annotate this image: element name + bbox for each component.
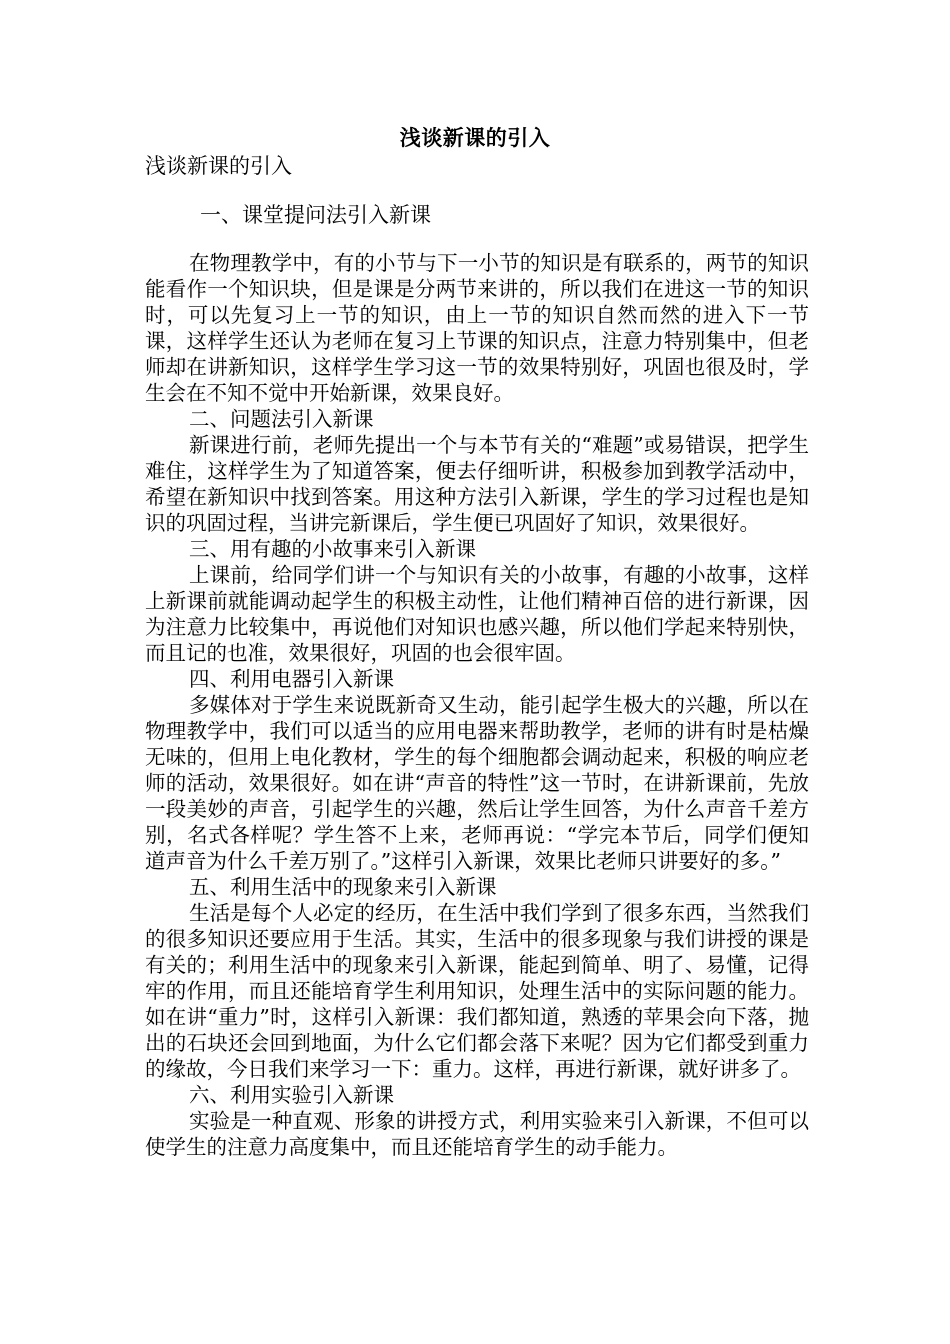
section-heading-1: 一、课堂提问法引入新课 bbox=[200, 203, 431, 227]
document-title: 浅谈新课的引入 bbox=[399, 125, 551, 150]
document-subtitle: 浅谈新课的引入 bbox=[145, 154, 292, 178]
section-paragraph-6: 实验是一种直观、形象的讲授方式，利用实验来引入新课，不但可以使学生的注意力高度集中，而且还能培育学生的动手能力。 bbox=[145, 1109, 809, 1159]
section-heading-4: 四、利用电器引入新课 bbox=[189, 667, 394, 691]
section-heading-6: 六、利用实验引入新课 bbox=[189, 1083, 394, 1107]
section-heading-2: 二、问题法引入新课 bbox=[189, 407, 374, 431]
section-paragraph-3: 上课前，给同学们讲一个与知识有关的小故事，有趣的小故事，这样上新课前就能调动起学生的积极主动性，让他们精神百倍的进行新课，因为注意力比较集中，再说他们对知识也感兴趣，所以他们学起来特别快，而且记的也准，效果很好，巩固的也会很牢固。 bbox=[145, 563, 809, 665]
section-paragraph-2: 新课进行前，老师先提出一个与本节有关的“难题”或易错误，把学生难住，这样学生为了知道答案，便去仔细听讲，积极参加到教学活动中，希望在新知识中找到答案。用这种方法引入新课，学生的学习过程也是知识的巩固过程，当讲完新课后，学生便已巩固好了知识，效果很好。 bbox=[145, 433, 809, 535]
section-heading-3: 三、用有趣的小故事来引入新课 bbox=[189, 537, 476, 561]
section-heading-5: 五、利用生活中的现象来引入新课 bbox=[189, 875, 497, 899]
document-body bbox=[145, 250, 809, 1160]
section-paragraph-4: 多媒体对于学生来说既新奇又生动，能引起学生极大的兴趣，所以在物理教学中，我们可以适当的应用电器来帮助教学，老师的讲有时是枯燥无味的，但用上电化教材，学生的每个细胞都会调动起来，积极的响应老师的活动，效果很好。如在讲“声音的特性”这一节时，在讲新课前，先放一段美妙的声音，引起学生的兴趣，然后让学生回答，为什么声音千差方别，名式各样呢？学生答不上来，老师再说：“学完本节后，同学们便知道声音为什么千差万别了。”这样引入新课，效果比老师只讲要好的多。” bbox=[145, 693, 809, 873]
section-paragraph-5: 生活是每个人必定的经历，在生活中我们学到了很多东西，当然我们的很多知识还要应用于生活。其实，生活中的很多现象与我们讲授的课是有关的；利用生活中的现象来引入新课，能起到简单、明了、易懂，记得牢的作用，而且还能培育学生利用知识，处理生活中的实际问题的能力。如在讲“重力”时，这样引入新课：我们都知道，熟透的苹果会向下落，抛出的石块还会回到地面，为什么它们都会落下来呢？因为它们都受到重力的缘故，今日我们来学习一下：重力。这样，再进行新课，就好讲多了。 bbox=[145, 901, 809, 1081]
section-paragraph-1: 在物理教学中，有的小节与下一小节的知识是有联系的，两节的知识能看作一个知识块，但是课是分两节来讲的，所以我们在进这一节的知识时，可以先复习上一节的知识，由上一节的知识自然而然的进入下一节课，这样学生还认为老师在复习上节课的知识点，注意力特别集中，但老师却在讲新知识，这样学生学习这一节的效果特别好，巩固也很及时，学生会在不知不觉中开始新课，效果良好。 bbox=[145, 251, 809, 405]
